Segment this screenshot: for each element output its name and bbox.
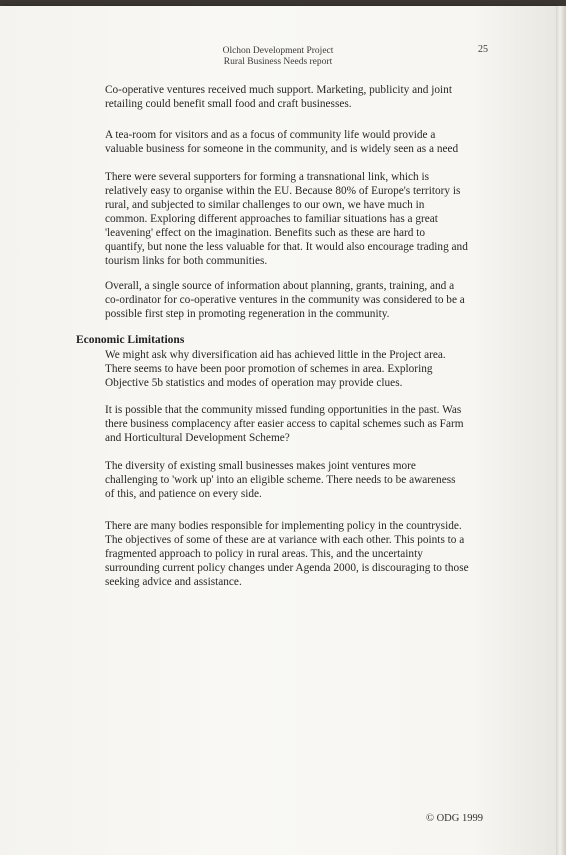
text-line: It is possible that the community missed funding opportunities in the past. Was: [105, 404, 462, 416]
text-line: co-ordinator for co-operative ventures in the community was considered to be a: [105, 294, 465, 306]
text-line: The objectives of some of these are at variance with each other. This points to a: [105, 534, 465, 546]
text-line: challenging to 'work up' into an eligible scheme. There needs to be awareness: [105, 474, 456, 486]
text-line: seeking advice and assistance.: [105, 576, 242, 588]
text-line: fragmented approach to policy in rural areas. This, and the uncertainty: [105, 548, 423, 560]
text-line: Objective 5b statistics and modes of operation may provide clues.: [105, 377, 403, 389]
section-heading: Economic Limitations: [76, 334, 185, 346]
text-line: quantify, but none the less valuable for that. It would also encourage trading and: [105, 241, 468, 253]
paragraph-business-diversity: [105, 459, 456, 501]
text-line: surrounding current policy changes under Agenda 2000, is discouraging to those: [105, 562, 469, 574]
page-number: 25: [478, 44, 488, 55]
text-line: There are many bodies responsible for implementing policy in the countryside.: [105, 520, 462, 532]
header-title: Olchon Development Project: [222, 46, 334, 56]
text-line: Co-operative ventures received much support. Marketing, publicity and joint: [105, 84, 452, 96]
text-line: A tea-room for visitors and as a focus of community life would provide a: [105, 129, 436, 141]
paragraph-single-source: [105, 279, 465, 321]
text-line: rural, and subjected to similar challenges to our own, we have much in: [105, 199, 425, 211]
page-header: [0, 46, 556, 68]
page-edge: [556, 6, 566, 855]
document-page: [0, 6, 556, 855]
paragraph-diversification-aid: [105, 348, 446, 390]
header-subtitle: Rural Business Needs report: [223, 57, 333, 67]
text-line: and Horticultural Development Scheme?: [105, 432, 290, 444]
text-line: possible first step in promoting regeneration in the community.: [105, 308, 390, 320]
paragraph-missed-funding: [105, 403, 464, 445]
paragraph-tea-room: [105, 128, 458, 156]
text-line: common. Exploring different approaches to familiar situations has a great: [105, 213, 438, 225]
text-line: There seems to have been poor promotion of schemes in area. Exploring: [105, 363, 433, 375]
paragraph-cooperative-ventures: [105, 83, 452, 111]
text-line: Overall, a single source of information about planning, grants, training, and a: [105, 280, 455, 292]
text-line: We might ask why diversification aid has achieved little in the Project area.: [105, 349, 446, 361]
text-line: relatively easy to organise within the EU. Because 80% of Europe's territory is: [105, 185, 461, 197]
copyright-footer: © ODG 1999: [426, 813, 483, 824]
text-line: There were several supporters for forming a transnational link, which is: [105, 171, 430, 183]
text-line: of this, and patience on every side.: [105, 488, 262, 500]
paragraph-policy-bodies: [105, 519, 469, 589]
text-line: tourism links for both communities.: [105, 255, 268, 267]
text-line: valuable business for someone in the community, and is widely seen as a need: [105, 143, 459, 155]
paragraph-transnational-link: [105, 170, 468, 268]
text-line: The diversity of existing small businesses makes joint ventures more: [105, 460, 416, 472]
text-line: 'leavening' effect on the imagination. Benefits such as these are hard to: [105, 227, 426, 239]
text-line: there business complacency after easier access to capital schemes such as Farm: [105, 418, 464, 430]
text-line: retailing could benefit small food and craft businesses.: [105, 98, 352, 110]
